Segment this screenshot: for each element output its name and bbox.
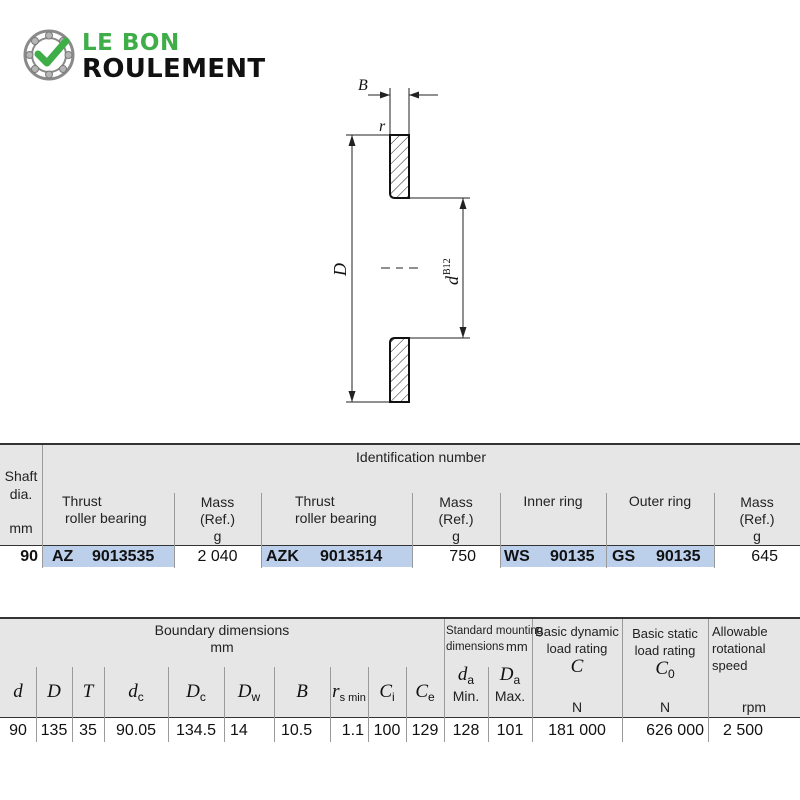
- row-shaft: 90: [20, 548, 38, 565]
- header-dynamic-line1: Basic dynamic: [535, 624, 619, 639]
- header-mass3-unit: g: [753, 528, 761, 544]
- row-azk-mass: 750: [449, 548, 476, 565]
- row-azk-prefix: AZK: [266, 548, 299, 565]
- sym-d: d: [13, 681, 23, 702]
- val-Ce: 129: [411, 722, 439, 739]
- sym-dc: $d_c$: [128, 681, 144, 705]
- sym-Dw: $D_w$: [237, 681, 261, 705]
- val-speed: 2 500: [722, 722, 764, 739]
- header-mass1-line2: (Ref.): [200, 511, 235, 527]
- header-mass2-line2: (Ref.): [438, 511, 474, 527]
- label-D: D: [330, 263, 350, 276]
- label-B: B: [358, 77, 368, 94]
- val-D: 135: [40, 722, 68, 739]
- val-C: 181 000: [548, 722, 606, 739]
- sym-Dc: $D_c$: [186, 681, 206, 705]
- row-azk-number: 9013514: [320, 548, 383, 565]
- val-C0: 626 000: [646, 722, 704, 739]
- val-Ci: 100: [373, 722, 401, 739]
- header-static-symbol: $C_0$: [655, 658, 675, 682]
- val-T: 35: [79, 722, 97, 739]
- val-da: 128: [452, 722, 480, 739]
- row-ws-prefix: WS: [504, 548, 530, 565]
- header-speed-line1: Allowable: [712, 624, 768, 639]
- header-static-line1: Basic static: [632, 626, 698, 641]
- header-thrust2-line2: roller bearing: [295, 510, 377, 526]
- header-mass2-unit: g: [452, 528, 460, 544]
- header-thrust1-line2: roller bearing: [65, 510, 147, 526]
- header-boundary-line1: Boundary dimensions: [154, 622, 290, 638]
- header-dynamic-symbol: C: [570, 656, 584, 677]
- header-dynamic-line2: load rating: [546, 641, 608, 656]
- label-d-superscript: B12: [442, 258, 453, 275]
- header-dynamic-unit: N: [571, 699, 583, 715]
- header-thrust1-line1: Thrust: [62, 493, 102, 509]
- header-shaft-unit: mm: [9, 520, 33, 536]
- sym-Ce: $C_e$: [415, 681, 435, 705]
- val-d: 90: [9, 722, 27, 739]
- row-az-mass: 2 040: [197, 548, 238, 565]
- header-speed-line2: rotational: [712, 641, 766, 656]
- sym-rs-min: $r_{s min}$: [332, 681, 366, 705]
- header-speed-line3: speed: [712, 658, 748, 673]
- header-mass3-line2: (Ref.): [739, 511, 775, 527]
- row-gs-number: 90135: [656, 548, 701, 565]
- sym-da-note: Min.: [452, 688, 480, 704]
- val-B: 10.5: [281, 722, 313, 739]
- header-mass1-unit: g: [213, 528, 222, 544]
- sym-Da: $D_a$: [499, 664, 521, 688]
- header-mounting-unit: mm: [506, 639, 528, 654]
- header-shaft-line2: dia.: [9, 486, 33, 502]
- header-shaft-line1: Shaft: [4, 468, 38, 484]
- header-identification: Identification number: [356, 449, 486, 465]
- header-mounting-line1: Standard mounting: [446, 625, 544, 637]
- header-mass3-line1: Mass: [740, 494, 774, 510]
- val-Da: 101: [496, 722, 524, 739]
- row-ring-mass: 645: [751, 548, 778, 565]
- header-inner-ring: Inner ring: [523, 493, 583, 509]
- row-ws-number: 90135: [550, 548, 595, 565]
- sym-Ci: $C_i$: [379, 681, 395, 705]
- sym-D: D: [47, 681, 61, 702]
- sym-da: $d_a$: [457, 664, 475, 688]
- sym-T: T: [82, 681, 94, 702]
- val-Dw: 14: [230, 722, 248, 739]
- sym-Da-note: Max.: [494, 688, 526, 704]
- label-d: d: [442, 276, 462, 285]
- header-static-unit: N: [659, 699, 671, 715]
- header-mass1-line1: Mass: [200, 494, 235, 510]
- val-dc: 90.05: [115, 722, 157, 739]
- val-rs: 1.1: [341, 722, 364, 739]
- row-gs-prefix: GS: [612, 548, 636, 565]
- val-Dc: 134.5: [175, 722, 217, 739]
- header-mounting-line2: dimensions: [446, 641, 505, 653]
- label-r: r: [379, 118, 386, 135]
- row-az-prefix: AZ: [52, 548, 74, 565]
- header-boundary-line2: mm: [210, 639, 234, 655]
- logo-line-2: ROULEMENT: [82, 54, 266, 84]
- header-outer-ring: Outer ring: [628, 493, 692, 509]
- header-static-line2: load rating: [634, 643, 696, 658]
- row-az-number: 9013535: [92, 548, 155, 565]
- header-mass2-line1: Mass: [439, 494, 473, 510]
- header-thrust2-line1: Thrust: [295, 493, 335, 509]
- sym-B: B: [296, 681, 308, 702]
- header-speed-unit: rpm: [741, 699, 767, 715]
- logo-line-1: LE BON: [82, 30, 180, 56]
